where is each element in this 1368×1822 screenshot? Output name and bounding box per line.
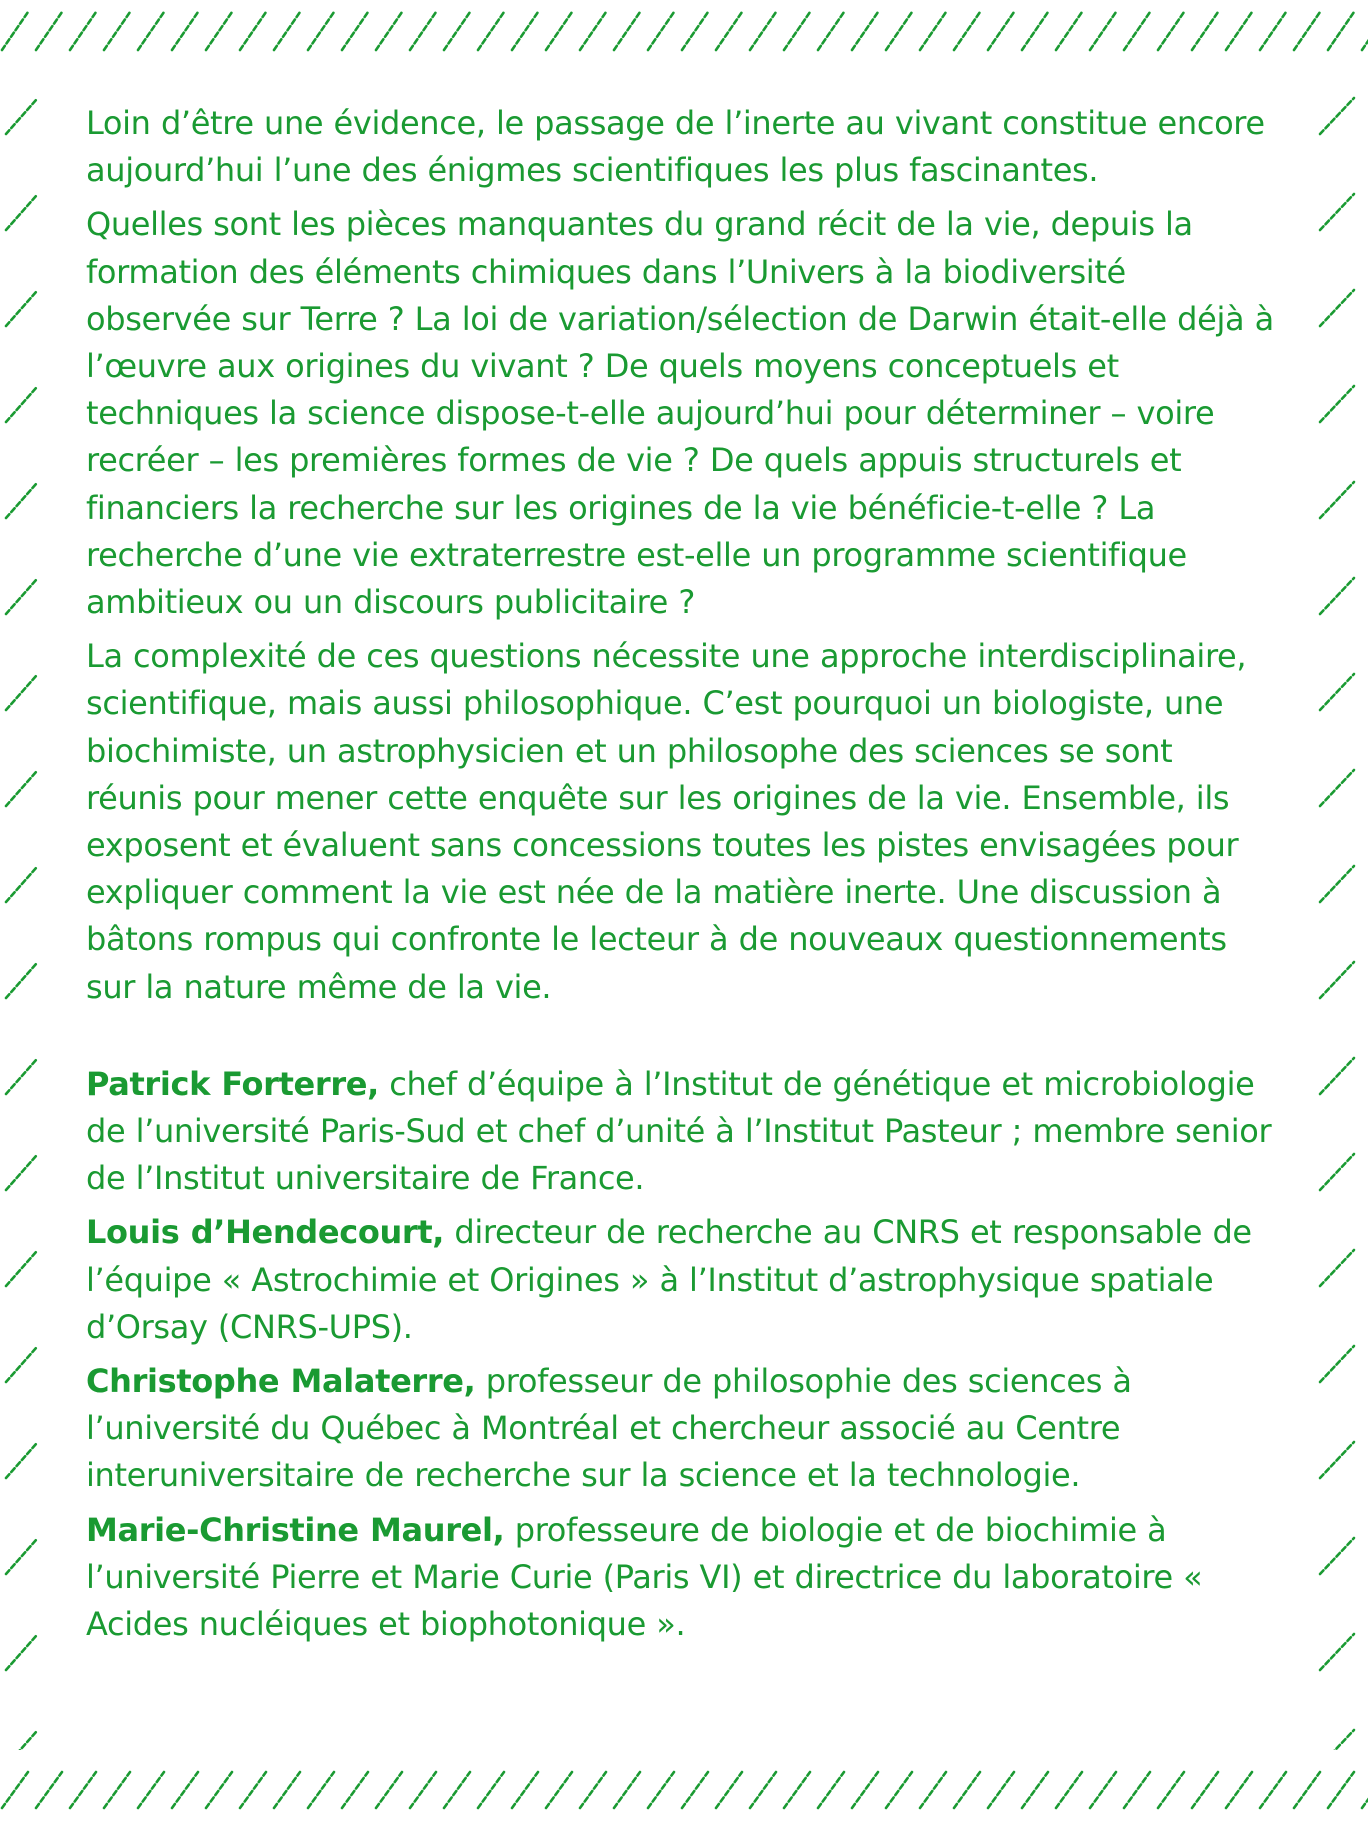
bottom-border [0, 1760, 1368, 1822]
author-name: Christophe Malaterre, [86, 1362, 476, 1401]
intro-paragraph-2: Quelles sont les pièces manquantes du grand récit de la vie, depuis la formation des éléments chimiques dans l’Univers à la biodiversité observée sur Terre ? La loi de variation/sélection de Darwin était-elle déjà à l’œuvre aux origines du vivant ? De quels moyens conceptuels et techniques la science dispose-t-elle aujourd’hui pour déterminer – voire recréer – les premières formes de vie ? De quels appuis structurels et financiers la recherche sur les origines de la vie bénéficie-t-elle ? La recherche d’une vie extraterrestre est-elle un programme scientifique ambitieux ou un discours publicitaire ? [86, 205, 1274, 622]
author-name: Louis d’Hendecourt, [86, 1213, 445, 1252]
left-border [0, 90, 46, 1750]
author-description: professeur de philosophie des sciences à l’université du Québec à Montréal et chercheur associé au Centre interuniversitaire de recherche sur la science et la technologie. [86, 1362, 1132, 1495]
author-description: directeur de recherche au CNRS et responsable de l’équipe « Astrochimie et Origines » à l’Institut d’astrophysique spatiale d’Orsay (CNRS-UPS). [86, 1213, 1252, 1346]
author-bio-maurel [86, 1507, 1276, 1649]
author-name: Patrick Forterre, [86, 1064, 379, 1103]
back-cover-text [86, 100, 1276, 1655]
author-bio-hendecourt [86, 1209, 1276, 1351]
author-description: chef d’équipe à l’Institut de génétique et microbiologie de l’université Paris-Sud et chef d’unité à l’Institut Pasteur ; membre senior de l’Institut universitaire de France. [86, 1064, 1272, 1198]
intro-paragraph-1: Loin d’être une évidence, le passage de l’inerte au vivant constitue encore aujourd’hui l’une des énigmes scientifiques les plus fascinantes. [86, 104, 1265, 190]
author-bio-forterre [86, 1061, 1276, 1203]
author-description: professeure de biologie et de biochimie à l’université Pierre et Marie Curie (Paris VI) et directrice du laboratoire « Acides nucléiques et biophotonique ». [86, 1510, 1203, 1644]
author-name: Marie-Christine Maurel, [86, 1510, 505, 1549]
right-border [1306, 90, 1368, 1750]
intro-paragraph-3: La complexité de ces questions nécessite une approche interdisciplinaire, scientifique, mais aussi philosophique. C’est pourquoi un biologiste, une biochimiste, un astrophysicien et un philosophe des sciences se sont réunis pour mener cette enquête sur les origines de la vie. Ensemble, ils exposent et évaluent sans concessions toutes les pistes envisagées pour expliquer comment la vie est née de la matière inerte. Une discussion à bâtons rompus qui confronte le lecteur à de nouveaux questionnements sur la nature même de la vie. [86, 637, 1247, 1006]
author-bio-malaterre [86, 1358, 1276, 1500]
top-border [0, 0, 1368, 66]
